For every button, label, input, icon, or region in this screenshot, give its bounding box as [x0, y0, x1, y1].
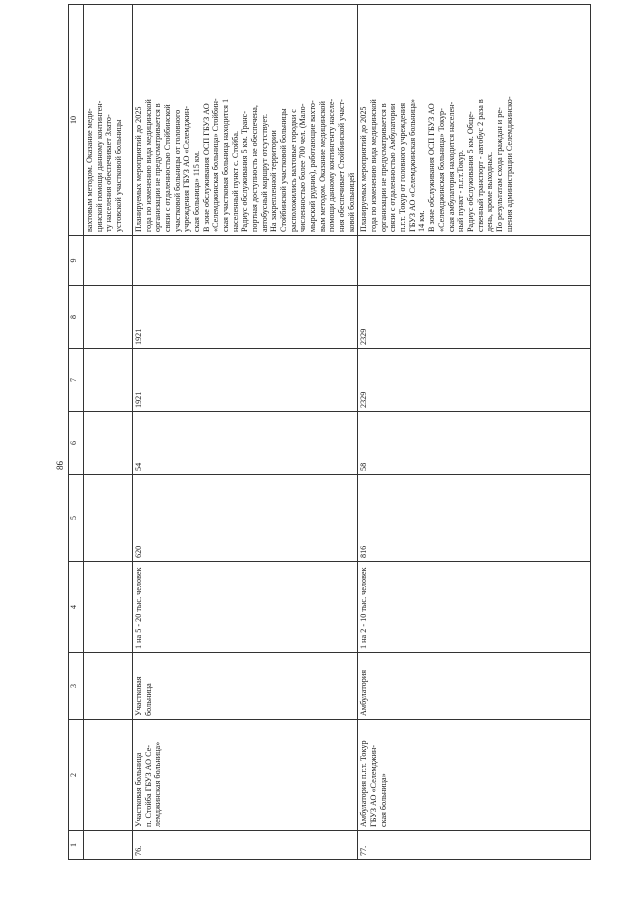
- cell-col7: 1921: [133, 349, 358, 412]
- table-row: [358, 5, 591, 860]
- column-header-8: 8: [69, 286, 84, 349]
- cell-col6: 58: [358, 412, 591, 475]
- column-header-1: 1: [69, 831, 84, 860]
- column-header-9: 9: [69, 236, 84, 286]
- cell-col6: 54: [133, 412, 358, 475]
- table-row: [133, 5, 358, 860]
- column-header-5: 5: [69, 475, 84, 562]
- continuation-row: [84, 5, 133, 860]
- column-header-2: 2: [69, 720, 84, 831]
- cell-col5: 816: [358, 475, 591, 562]
- table-cell: [84, 286, 133, 349]
- population-norm: 1 на 2 - 10 тыс. человек: [358, 562, 591, 653]
- facility-type: Участковая больница: [133, 653, 358, 720]
- cell-col9: [133, 236, 358, 286]
- table-cell: [84, 720, 133, 831]
- table-cell: [84, 562, 133, 653]
- cell-col7: 2329: [358, 349, 591, 412]
- column-header-4: 4: [69, 562, 84, 653]
- row-number: 76.: [133, 831, 358, 860]
- table-cell: [84, 412, 133, 475]
- column-header-3: 3: [69, 653, 84, 720]
- table-cell: [84, 236, 133, 286]
- column-header-6: 6: [69, 412, 84, 475]
- facilities-table: [68, 4, 591, 860]
- facility-name: Амбулатория п.г.т. Токур ГБУЗ АО «Селемджин- ская больница»: [358, 720, 591, 831]
- notes-text: Планируемых мероприятий до 2025 года по изменению вида медицинской организации не предусматривается в связи с отдаленностью Амбулатории п.г.т. Токур от головного учреждения ГБУЗ АО «Селемджинская больница» 14 км. В зоне обслуживания ОСП ГБУЗ АО «Селемджинская больница» Токур- ская амбулатория находится населен- ный пункт - п.г.т.Токур. Радиус обслуживания 5 км. Обще- ственный транспорт - автобус 2 раза в день, кроме выходных. По результатам схода граждан и ре- шения администрации Селемджинско-: [358, 5, 591, 236]
- table-cell: [84, 653, 133, 720]
- column-number-row: [69, 5, 84, 860]
- cell-col5: 620: [133, 475, 358, 562]
- continuation-text: вахтовым методом. Оказание меди- цинской помощи данному континген- ту населения обеспечивает Злато- устовской участковой больницы: [84, 5, 133, 236]
- row-number: 77.: [358, 831, 591, 860]
- cell-col9: [358, 236, 591, 286]
- table-cell: [84, 349, 133, 412]
- facility-type: Амбулатория: [358, 653, 591, 720]
- document-table-sheet: [68, 55, 604, 860]
- column-header-10: 10: [69, 5, 84, 236]
- population-norm: 1 на 5 - 20 тыс. человек: [133, 562, 358, 653]
- page-number: 86: [55, 461, 65, 470]
- table-cell: [84, 475, 133, 562]
- cell-col8: 1921: [133, 286, 358, 349]
- facility-name: Участковая больница п. Стойба ГБУЗ АО Се- лемджинская больница»: [133, 720, 358, 831]
- cell-col8: 2329: [358, 286, 591, 349]
- column-header-7: 7: [69, 349, 84, 412]
- notes-text: Планируемых мероприятий до 2025 года по изменению вида медицинской организации не предусматривается в связи с отдаленностью Стойбинской участковой больницы от головного учреждения ГБУЗ АО «Селемджин- ская больница» 115 км. В зоне обслуживания ОСП ГБУЗ АО «Селемджинская больница» Стойбин- ская участковая больница находится 1 населенный пункт с. Стойба. Радиус обслуживания 5 км. Транс- портная доступность не обеспечена, автобусный маршрут отсутствует. На закрепленной территории Стойбинской участковой больницы расположились вахтовые городки с численностью более 700 чел. (Мало- мырский рудник), работающие вахто- вым методом. Оказание медицинской помощи данному контингенту населе- ния обеспечивает Стойбинской участ- ковой больницей: [133, 5, 358, 236]
- table-cell: [84, 831, 133, 860]
